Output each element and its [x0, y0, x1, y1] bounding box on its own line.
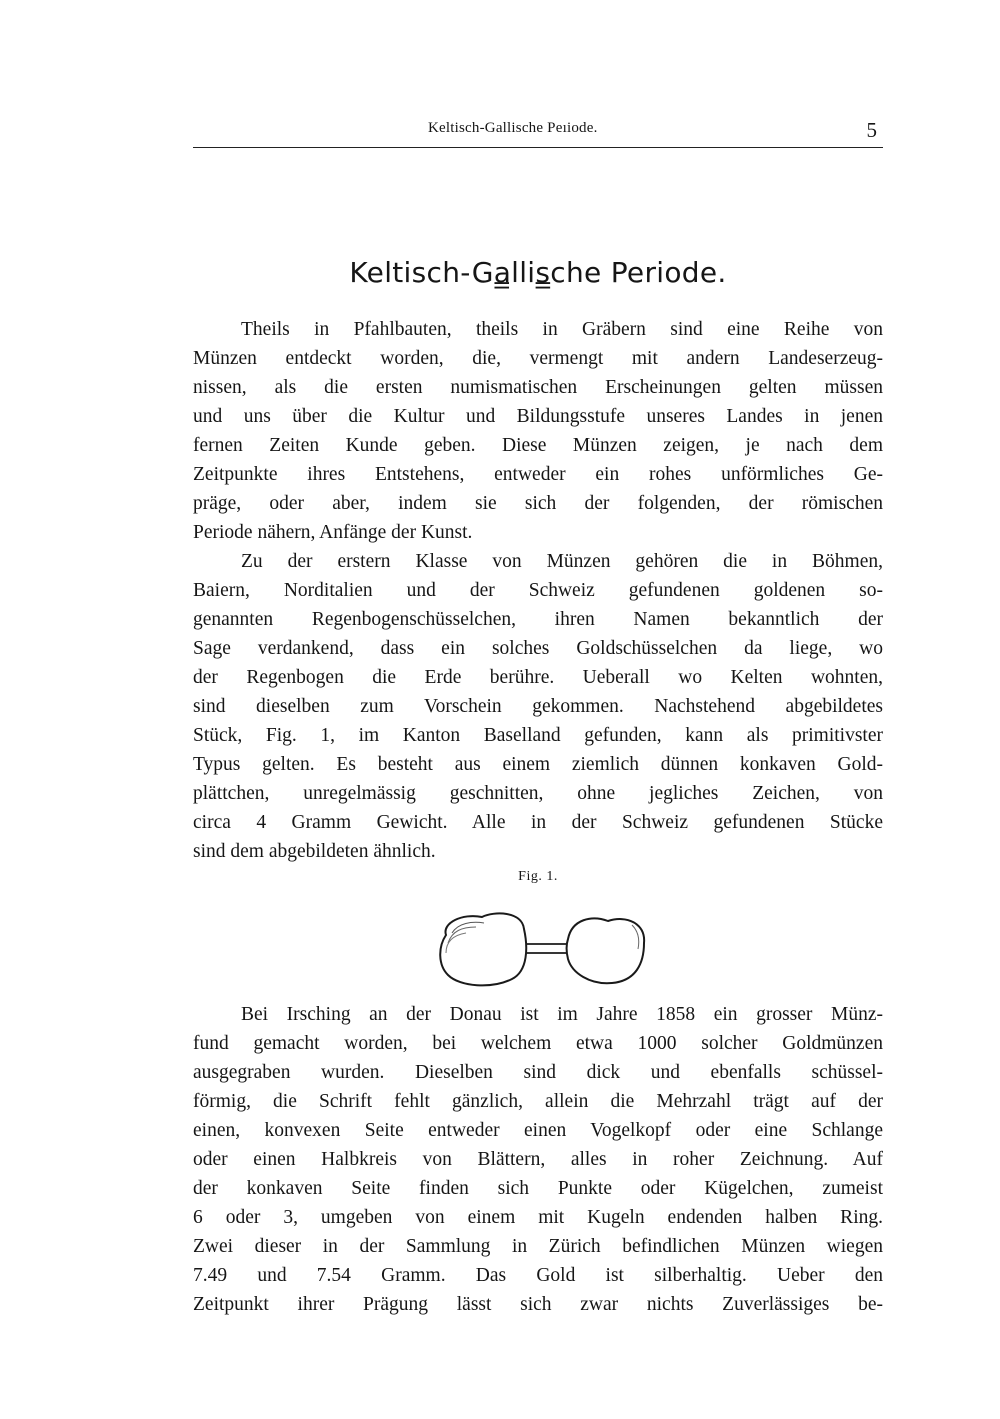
- text-line: plättchen, unregelmässig geschnitten, ohne jegliches Zeichen, von: [193, 783, 883, 804]
- text-line: Sage verdankend, dass ein solches Goldschüsselchen da liege, wo: [193, 638, 883, 659]
- text-line: präge, oder aber, indem sie sich der folgenden, der römischen: [193, 493, 883, 514]
- text-line: Münzen entdeckt worden, die, vermengt mit andern Landeserzeug-: [193, 348, 883, 369]
- text-line: Theils in Pfahlbauten, theils in Gräbern sind eine Reihe von: [241, 319, 883, 340]
- text-line: Stück, Fig. 1, im Kanton Baselland gefunden, kann als primitivster: [193, 725, 883, 746]
- text-line: Zeitpunkte ihres Entstehens, entweder ein rohes unförmliches Ge-: [193, 464, 883, 485]
- text-line: fund gemacht worden, bei welchem etwa 1000 solcher Goldmünzen: [193, 1033, 883, 1054]
- text-line: circa 4 Gramm Gewicht. Alle in der Schweiz gefundenen Stücke: [193, 812, 883, 833]
- text-line: der Regenbogen die Erde berühre. Ueberall wo Kelten wohnten,: [193, 667, 883, 688]
- running-title: Keltisch-Gallische Peıiode.: [428, 120, 598, 136]
- text-line: Zu der erstern Klasse von Münzen gehören die in Böhmen,: [241, 551, 883, 572]
- chapter-title: Keltisch-Ga̳llis̳che Periode.: [349, 256, 727, 289]
- text-line: fernen Zeiten Kunde geben. Diese Münzen zeigen, je nach dem: [193, 435, 883, 456]
- text-line: der konkaven Seite finden sich Punkte oder Kügelchen, zumeist: [193, 1178, 883, 1199]
- text-line: nissen, als die ersten numismatischen Erscheinungen gelten müssen: [193, 377, 883, 398]
- figure-caption: Fig. 1.: [518, 869, 558, 884]
- text-line: 6 oder 3, umgeben von einem mit Kugeln endenden halben Ring.: [193, 1207, 883, 1228]
- coin-figure-illustration: [432, 909, 650, 989]
- text-line: Zwei dieser in der Sammlung in Zürich befindlichen Münzen wiegen: [193, 1236, 883, 1257]
- running-header: [193, 118, 883, 150]
- text-line: Typus gelten. Es besteht aus einem ziemlich dünnen konkaven Gold-: [193, 754, 883, 775]
- text-line: 7.49 und 7.54 Gramm. Das Gold ist silberhaltig. Ueber den: [193, 1265, 883, 1286]
- header-rule: [193, 147, 883, 148]
- text-line: Baiern, Norditalien und der Schweiz gefundenen goldenen so-: [193, 580, 883, 601]
- text-line: sind dem abgebildeten ähnlich.: [193, 841, 436, 862]
- text-line: einen, konvexen Seite entweder einen Vogelkopf oder eine Schlange: [193, 1120, 883, 1141]
- text-line: und uns über die Kultur und Bildungsstufe unseres Landes in jenen: [193, 406, 883, 427]
- page-number: 5: [866, 118, 877, 142]
- text-line: Zeitpunkt ihrer Prägung lässt sich zwar nichts Zuverlässiges be-: [193, 1294, 883, 1315]
- text-line: ausgegraben wurden. Dieselben sind dick und ebenfalls schüssel-: [193, 1062, 883, 1083]
- text-line: Periode nähern, Anfänge der Kunst.: [193, 522, 473, 543]
- text-line: förmig, die Schrift fehlt gänzlich, allein die Mehrzahl trägt auf der: [193, 1091, 883, 1112]
- text-line: Bei Irsching an der Donau ist im Jahre 1858 ein grosser Münz-: [241, 1004, 883, 1025]
- text-line: oder einen Halbkreis von Blättern, alles in roher Zeichnung. Auf: [193, 1149, 883, 1170]
- text-line: sind dieselben zum Vorschein gekommen. Nachstehend abgebildetes: [193, 696, 883, 717]
- text-line: genannten Regenbogenschüsselchen, ihren Namen bekanntlich der: [193, 609, 883, 630]
